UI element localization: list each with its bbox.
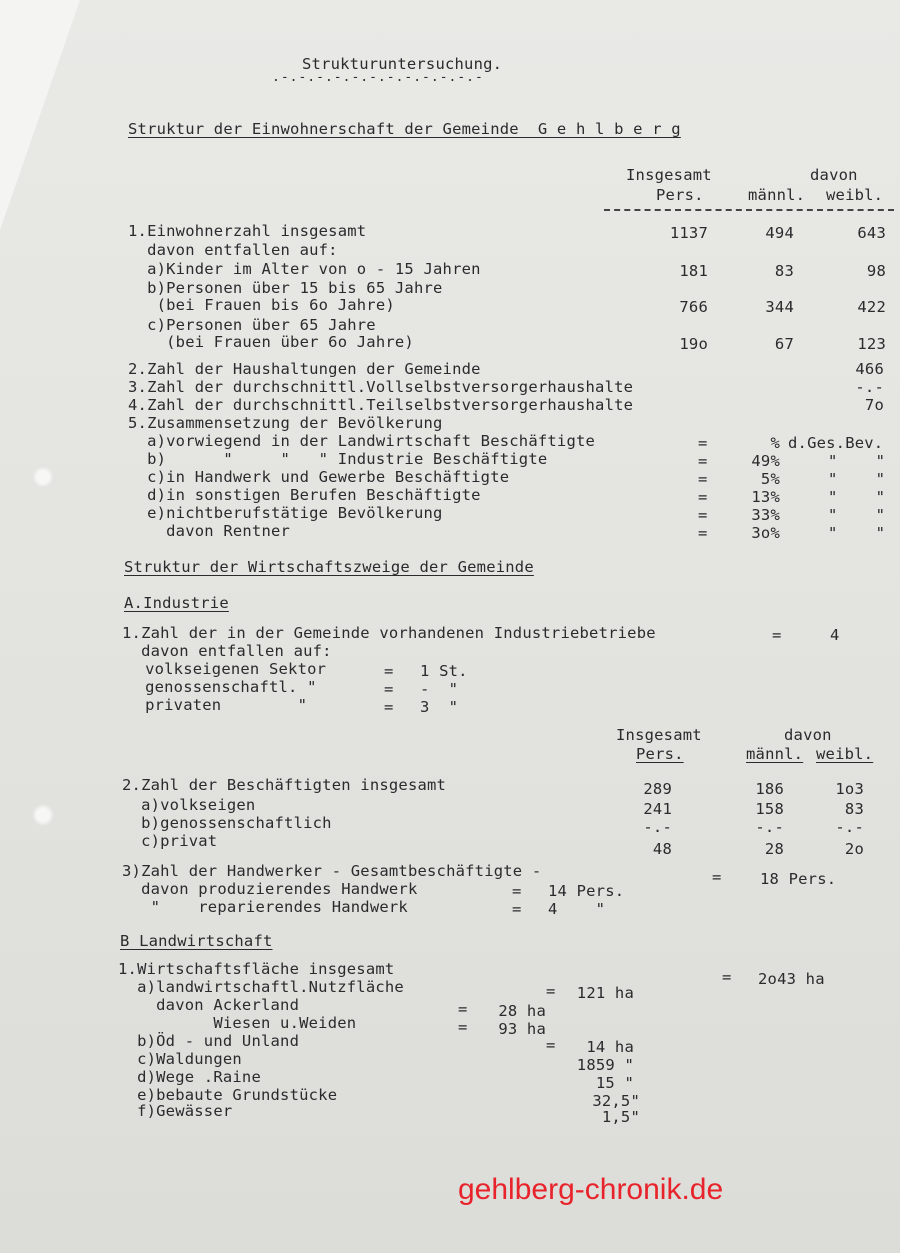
sector-row-value: 3 " [420, 698, 459, 716]
population-row-male: 494 [765, 224, 794, 242]
population-row-label: a)Kinder im Alter von o - 15 Jahren [128, 260, 481, 278]
heading-underline: .-.-.-.-.-.-.-.-.-.-.-.- [272, 70, 484, 85]
population-row-label: davon entfallen auf: [128, 241, 338, 259]
craft-row-value: 14 Pers. [548, 882, 625, 900]
craft-eq: = [712, 868, 722, 886]
col-header-davon: davon [810, 166, 858, 184]
population-row-male: 344 [765, 298, 794, 316]
sector-row-label: genossenschaftl. " [126, 678, 317, 696]
composition-row-percent: 33% [751, 506, 780, 524]
composition-row-eq: = [698, 506, 708, 524]
col-header-total: Insgesamt [626, 166, 712, 184]
sector-row-label: volkseigenen Sektor [126, 660, 327, 678]
population-row-label: (bei Frauen über 6o Jahre) [128, 333, 414, 351]
employment-row-label: 2.Zahl der Beschäftigten insgesamt [122, 776, 447, 794]
land-row-label: d)Wege .Raine [118, 1068, 261, 1086]
folded-corner [0, 0, 80, 230]
sector-row-eq: = [384, 698, 394, 716]
craft-row-label: " reparierendes Handwerk [122, 898, 408, 916]
industry-row-eq: = [772, 626, 782, 644]
land-row-eq: = [546, 982, 556, 1000]
composition-row-suffix: " " [828, 488, 886, 506]
composition-row-suffix: " " [828, 506, 886, 524]
land-eq: = [722, 968, 732, 986]
land-row-label: Wiesen u.Weiden [118, 1014, 357, 1032]
composition-row-label: b) " " " Industrie Beschäftigte [128, 450, 548, 468]
population-row-label: c)Personen über 65 Jahre [128, 316, 376, 334]
col-header-male: männl. [748, 186, 806, 204]
employment-row-total: 289 [643, 780, 672, 798]
household-row-value: 7o [864, 396, 884, 414]
employment-row-label: a)volkseigen [122, 796, 256, 814]
punch-hole [32, 466, 54, 488]
industry-row-label: 1.Zahl der in der Gemeinde vorhandenen Industriebetriebe [122, 624, 656, 642]
sector-row-value: 1 St. [420, 662, 468, 680]
household-row-value: -.- [855, 378, 884, 396]
household-row-value: 466 [855, 360, 884, 378]
section-title-population: Struktur der Einwohnerschaft der Gemeinde G e h l b e r g [128, 120, 681, 138]
land-row-eq: = [458, 1000, 468, 1018]
composition-row-eq: = [698, 524, 708, 542]
composition-row-suffix: " " [828, 452, 886, 470]
population-row-label: b)Personen über 15 bis 65 Jahre [128, 279, 443, 297]
employment-row-female: 83 [844, 800, 864, 818]
sector-row-label: privaten " [126, 696, 308, 714]
punch-hole [32, 804, 54, 826]
population-row-label: (bei Frauen bis 6o Jahre) [128, 296, 395, 314]
col-header-pers: Pers. [656, 186, 704, 204]
subsection-agriculture: B Landwirtschaft [120, 932, 273, 950]
household-row-label: 3.Zahl der durchschnittl.Vollselbstversorgerhaushalte [128, 378, 634, 396]
employment-row-total: 48 [652, 840, 672, 858]
land-row-label: b)Öd - und Unland [118, 1032, 300, 1050]
employment-row-male: 158 [755, 800, 784, 818]
land-row-value: 28 ha [498, 1002, 546, 1020]
population-row-female: 123 [857, 335, 886, 353]
employment-row-female: 2o [844, 840, 864, 858]
land-row-label: davon Ackerland [118, 996, 300, 1014]
population-row-total: 181 [679, 262, 708, 280]
population-row-male: 67 [774, 335, 794, 353]
land-row-value: 121 ha [576, 984, 634, 1002]
land-row-eq: = [458, 1018, 468, 1036]
emp-col-header-male: männl. [746, 745, 804, 763]
emp-col-header-pers: Pers. [636, 745, 684, 763]
land-row-value: 32,5" [592, 1092, 640, 1110]
household-row-label: 2.Zahl der Haushaltungen der Gemeinde [128, 360, 481, 378]
employment-row-male: 28 [764, 840, 784, 858]
watermark: gehlberg-chronik.de [458, 1173, 724, 1206]
composition-row-label: davon Rentner [128, 522, 291, 540]
emp-col-header-female: weibl. [816, 745, 874, 763]
subsection-industry: A.Industrie [124, 594, 229, 612]
household-row-label: 4.Zahl der durchschnittl.Teilselbstversorgerhaushalte [128, 396, 634, 414]
sector-row-eq: = [384, 662, 394, 680]
land-value: 2o43 ha [758, 970, 825, 988]
population-row-female: 98 [866, 262, 886, 280]
population-row-total: 1137 [669, 224, 708, 242]
employment-row-label: b)genossenschaftlich [122, 814, 332, 832]
composition-row-percent: 5% [760, 470, 780, 488]
land-row-value: 1859 " [576, 1056, 634, 1074]
employment-row-total: -.- [643, 818, 672, 836]
composition-row-suffix: " " [828, 524, 886, 542]
composition-row-percent: 13% [751, 488, 780, 506]
emp-col-header-total: Insgesamt [616, 726, 702, 744]
land-row-label: e)bebaute Grundstücke [118, 1086, 338, 1104]
land-row-value: 1,5" [601, 1108, 640, 1126]
population-row-total: 766 [679, 298, 708, 316]
employment-row-male: -.- [755, 818, 784, 836]
craft-row-value: 4 " [548, 900, 606, 918]
header-rule [604, 209, 894, 211]
col-header-female: weibl. [826, 186, 884, 204]
land-row-value: 15 " [595, 1074, 634, 1092]
composition-row-percent: 3o% [751, 524, 780, 542]
employment-row-female: -.- [835, 818, 864, 836]
industry-row-value: 4 [830, 626, 840, 644]
craft-label: 3)Zahl der Handwerker - Gesamtbeschäftigte - [122, 862, 542, 880]
sector-row-eq: = [384, 680, 394, 698]
land-row-label: c)Waldungen [118, 1050, 242, 1068]
composition-row-eq: = [698, 488, 708, 506]
composition-row-suffix: d.Ges.Bev. [788, 434, 884, 452]
employment-row-total: 241 [643, 800, 672, 818]
composition-row-label: d)in sonstigen Berufen Beschäftigte [128, 486, 481, 504]
craft-row-label: davon produzierendes Handwerk [122, 880, 418, 898]
composition-row-eq: = [698, 452, 708, 470]
land-row-label: f)Gewässer [118, 1102, 233, 1120]
composition-row-percent: % [770, 434, 780, 452]
land-row-value: 93 ha [498, 1020, 546, 1038]
craft-row-eq: = [512, 900, 522, 918]
population-row-male: 83 [774, 262, 794, 280]
land-label: 1.Wirtschaftsfläche insgesamt [118, 960, 395, 978]
composition-row-eq: = [698, 470, 708, 488]
composition-row-eq: = [698, 434, 708, 452]
craft-value: 18 Pers. [760, 870, 837, 888]
emp-col-header-davon: davon [784, 726, 832, 744]
composition-row-label: c)in Handwerk und Gewerbe Beschäftigte [128, 468, 510, 486]
section-title-economy: Struktur der Wirtschaftszweige der Gemeinde [124, 558, 534, 576]
composition-row-label: e)nichtberufstätige Bevölkerung [128, 504, 443, 522]
land-row-label: a)landwirtschaftl.Nutzfläche [118, 978, 404, 996]
population-row-total: 19o [679, 335, 708, 353]
composition-row-suffix: " " [828, 470, 886, 488]
sector-row-value: - " [420, 680, 459, 698]
household-row-label: 5.Zusammensetzung der Bevölkerung [128, 414, 443, 432]
document-heading: Strukturuntersuchung. [302, 55, 503, 73]
craft-row-eq: = [512, 882, 522, 900]
composition-row-percent: 49% [751, 452, 780, 470]
population-row-label: 1.Einwohnerzahl insgesamt [128, 222, 367, 240]
employment-row-female: 1o3 [835, 780, 864, 798]
industry-row-label: davon entfallen auf: [122, 642, 332, 660]
employment-row-label: c)privat [122, 832, 218, 850]
population-row-female: 422 [857, 298, 886, 316]
employment-row-male: 186 [755, 780, 784, 798]
composition-row-label: a)vorwiegend in der Landwirtschaft Beschäftigte [128, 432, 596, 450]
population-row-female: 643 [857, 224, 886, 242]
land-row-value: 14 ha [586, 1038, 634, 1056]
land-row-eq: = [546, 1036, 556, 1054]
